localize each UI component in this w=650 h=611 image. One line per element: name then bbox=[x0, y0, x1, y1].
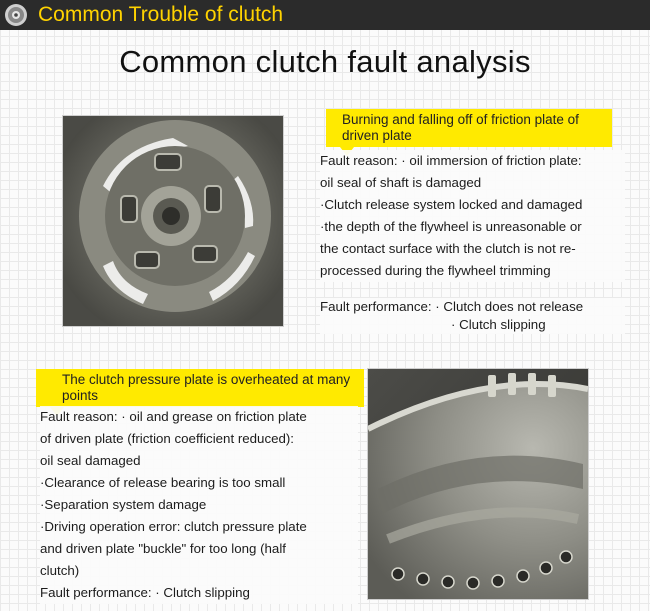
section-1-reason-line: processed during the flywheel trimming bbox=[320, 263, 551, 278]
header-bar bbox=[0, 0, 650, 30]
section-1-fault-reason bbox=[320, 150, 625, 282]
header-title: Common Trouble of clutch bbox=[38, 3, 284, 26]
burned-clutch-driven-plate-photo bbox=[62, 115, 284, 327]
section-2-reason-line: of driven plate (friction coefficient reduced): bbox=[40, 431, 295, 446]
section-1-reason-line: Fault reason: · oil immersion of friction plate: bbox=[320, 153, 582, 168]
section-2-performance-line: Fault performance: · Clutch slipping bbox=[40, 585, 250, 600]
section-1-performance-line: · Clutch slipping bbox=[451, 317, 546, 332]
section-1-reason-line: the contact surface with the clutch is not re- bbox=[320, 241, 576, 256]
section-1-reason-line: ·Clutch release system locked and damaged bbox=[320, 197, 583, 212]
page-title: Common clutch fault analysis bbox=[119, 44, 531, 79]
section-2-reason-line: clutch) bbox=[40, 563, 80, 578]
clutch-disc-icon bbox=[4, 3, 28, 27]
section-1-reason-line: oil seal of shaft is damaged bbox=[320, 175, 482, 190]
section-1-reason-line: ·the depth of the flywheel is unreasonable or bbox=[320, 219, 582, 234]
overheated-pressure-plate-photo bbox=[367, 368, 589, 600]
section-2-reason-line: ·Clearance of release bearing is too small bbox=[40, 475, 286, 490]
section-2-reason-line: ·Driving operation error: clutch pressure plate bbox=[40, 519, 307, 534]
section-2-heading: The clutch pressure plate is overheated at many points bbox=[36, 369, 364, 407]
section-1-fault-performance bbox=[320, 298, 625, 334]
section-2-reason-line: Fault reason: · oil and grease on friction plate bbox=[40, 409, 307, 424]
section-2-reason-line: and driven plate "buckle" for too long (half bbox=[40, 541, 286, 556]
section-1-heading: Burning and falling off of friction plate of driven plate bbox=[326, 109, 612, 147]
section-2-reason-line: oil seal damaged bbox=[40, 453, 141, 468]
section-1-performance-line: Fault performance: · Clutch does not release bbox=[320, 299, 584, 314]
section-2-reason-line: ·Separation system damage bbox=[40, 497, 207, 512]
section-2-fault-reason bbox=[40, 406, 358, 604]
